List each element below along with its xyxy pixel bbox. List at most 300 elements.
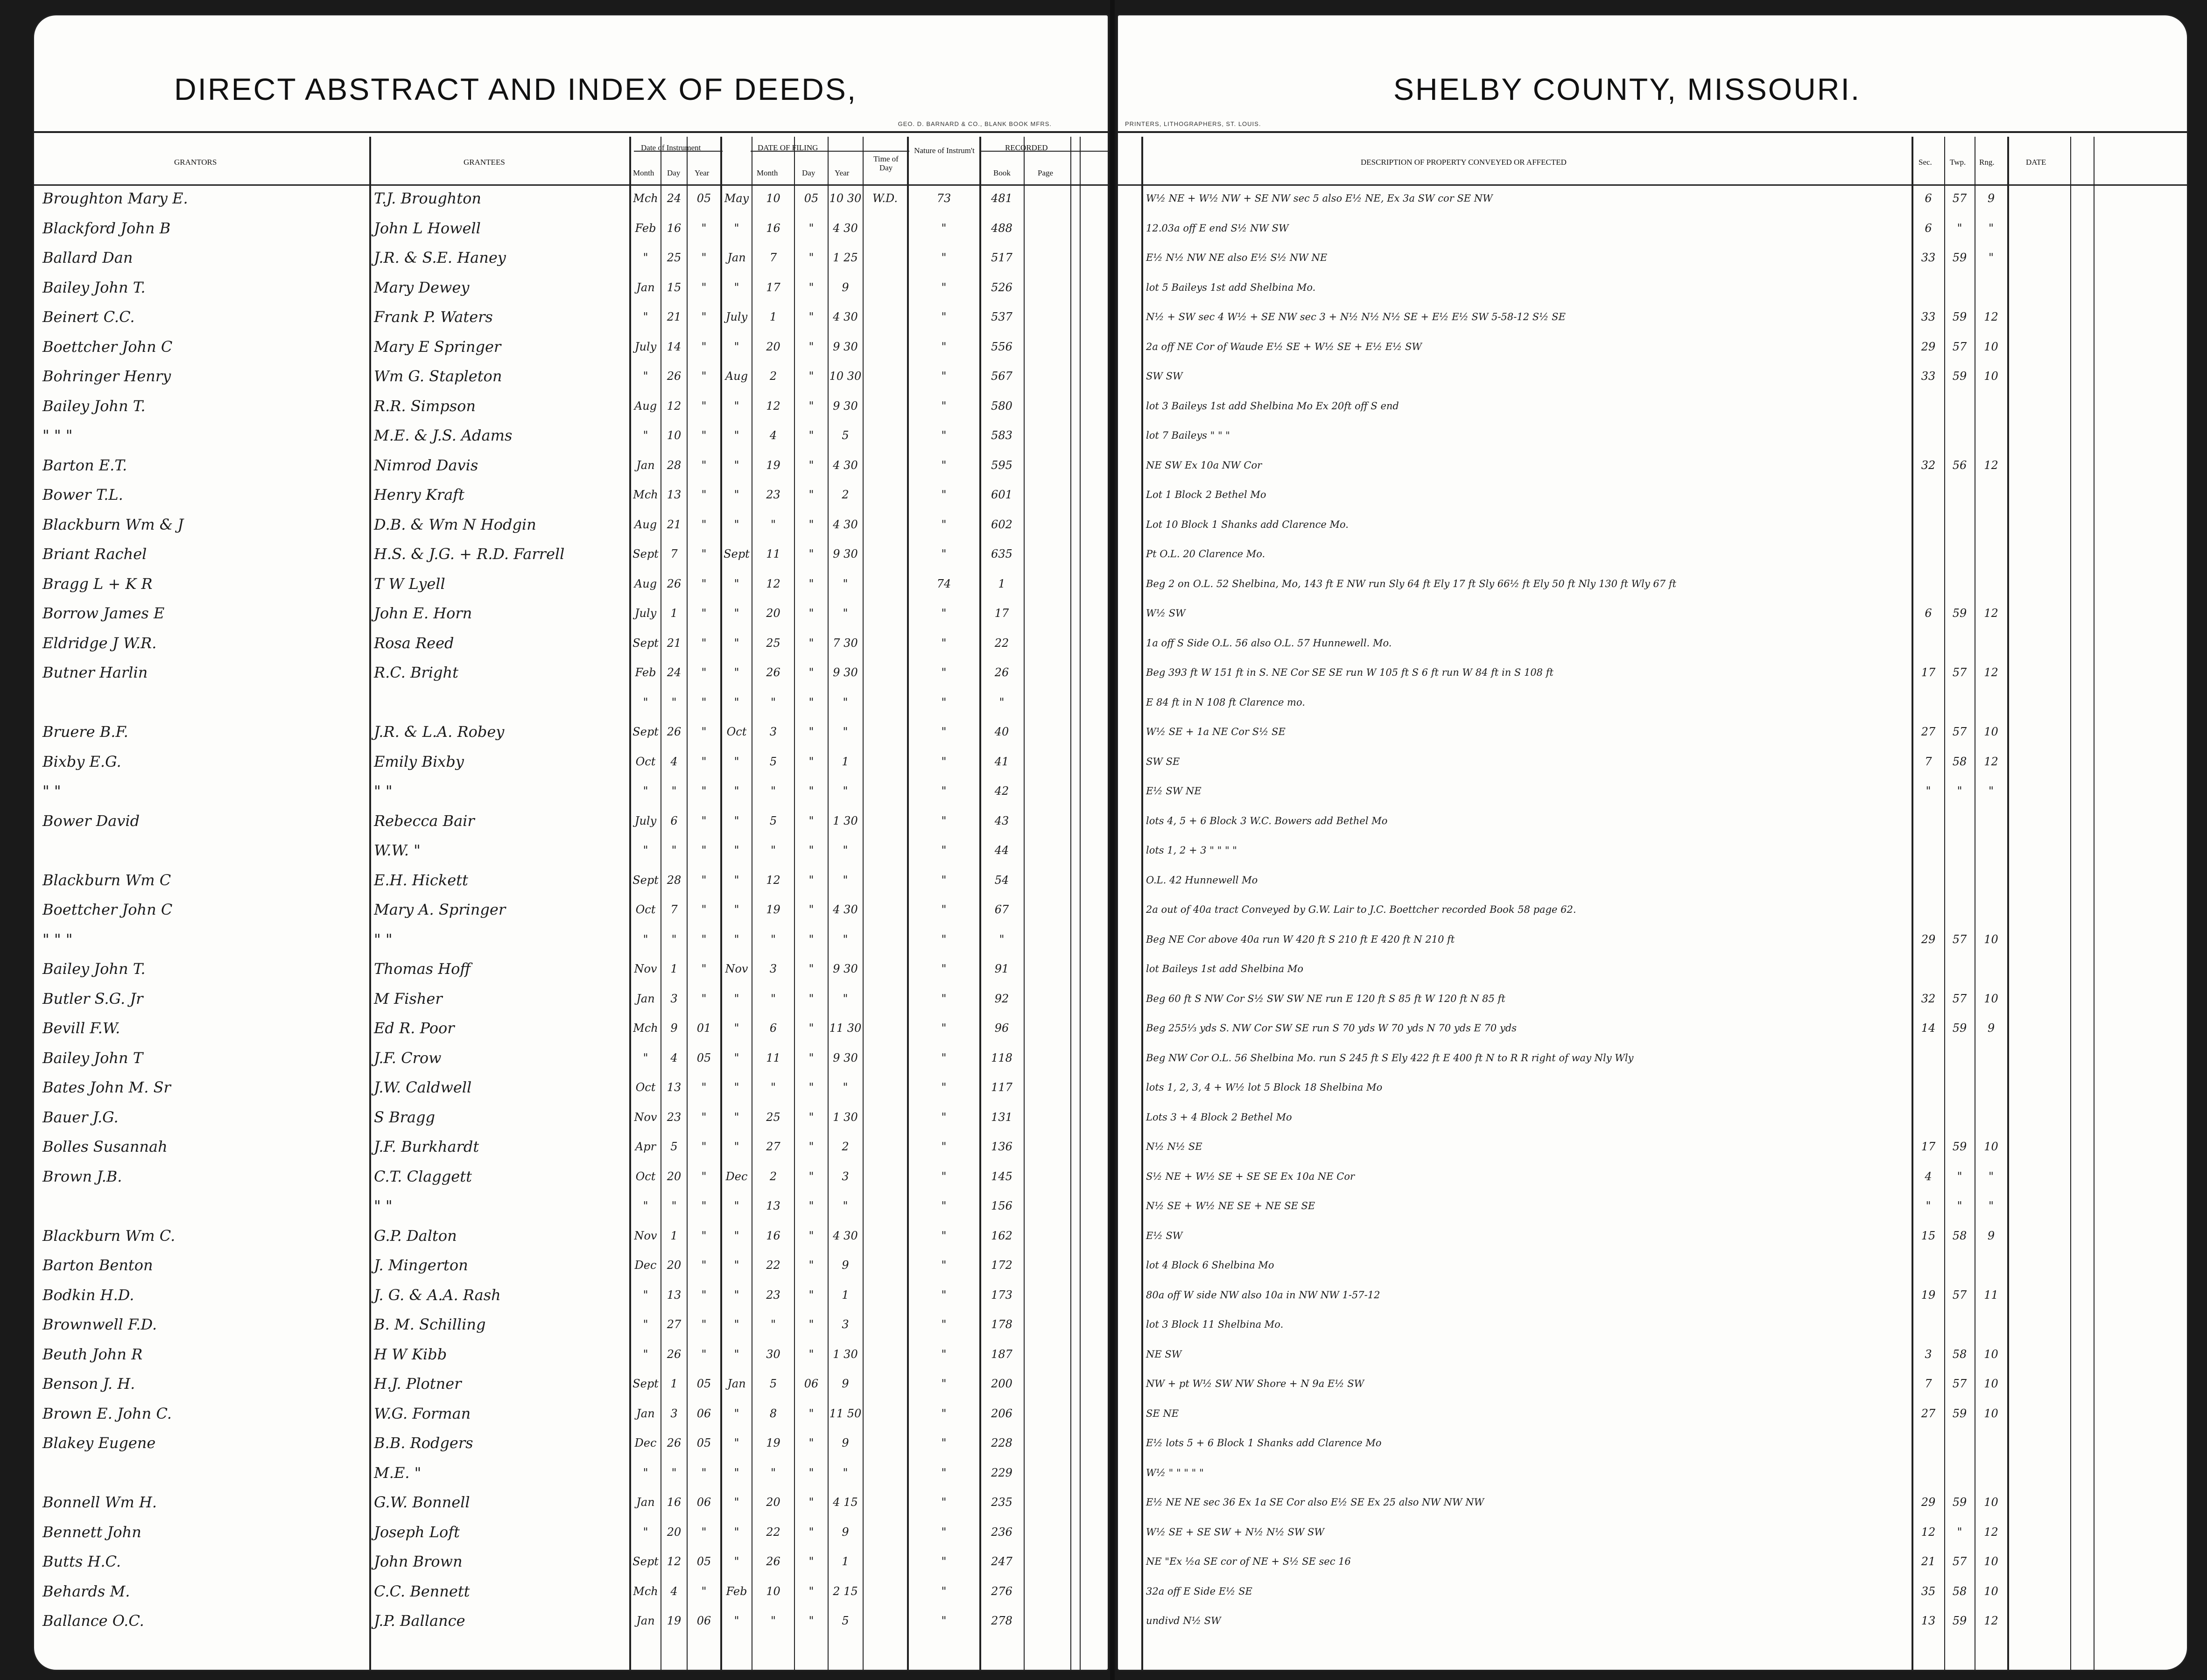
cell-fy: " bbox=[808, 755, 814, 768]
cell-twp bbox=[1946, 1463, 1974, 1483]
cell-nature bbox=[864, 1611, 906, 1631]
cell-grantee: H.J. Plotner bbox=[374, 1375, 462, 1393]
cell-sec: 7 bbox=[1925, 1377, 1932, 1390]
cell-fm: May bbox=[724, 192, 749, 205]
cell-sec: 33 bbox=[1921, 251, 1936, 264]
cell-desc: W½ SE + 1a NE Cor S½ SE bbox=[1146, 726, 1286, 737]
cell-book: " bbox=[941, 1022, 947, 1035]
ledger-row bbox=[34, 782, 1108, 801]
cell-book: " bbox=[941, 992, 947, 1005]
cell-grantor: Beinert C.C. bbox=[42, 308, 135, 326]
cell-twp: 59 bbox=[1952, 1140, 1967, 1153]
ledger-row bbox=[1118, 485, 2187, 504]
cell-im: Sept bbox=[633, 1377, 659, 1390]
cell-iy: " bbox=[701, 932, 707, 946]
cell-iy: 06 bbox=[696, 1407, 711, 1420]
cell-grantee: Henry Kraft bbox=[374, 486, 464, 504]
cell-id: " bbox=[671, 784, 677, 798]
cell-grantee: Nimrod Davis bbox=[374, 456, 478, 474]
cell-desc: E 84 ft in N 108 ft Clarence mo. bbox=[1146, 696, 1305, 708]
cell-ft: 4 30 bbox=[833, 458, 858, 472]
cell-book: " bbox=[941, 310, 947, 323]
cell-fm: " bbox=[734, 399, 739, 413]
ledger-row bbox=[1118, 634, 2187, 653]
cell-iy: " bbox=[701, 1199, 707, 1212]
cell-fy: " bbox=[808, 784, 814, 798]
cell-twp bbox=[1946, 1078, 1974, 1097]
cell-id: " bbox=[671, 1199, 677, 1212]
cell-book: " bbox=[941, 429, 947, 442]
cell-iy: " bbox=[701, 370, 707, 383]
col-filing-day: Day bbox=[802, 168, 815, 177]
cell-grantor: Briant Rachel bbox=[42, 545, 147, 563]
cell-fy: " bbox=[808, 1614, 814, 1627]
cell-book: " bbox=[941, 1110, 947, 1124]
cell-rng bbox=[1976, 1256, 2006, 1275]
cell-grantor: Beuth John R bbox=[42, 1345, 143, 1363]
cell-id: 4 bbox=[670, 1584, 678, 1598]
cell-fd: 16 bbox=[766, 221, 780, 235]
cell-desc: 2a off NE Cor of Waude E½ SE + W½ SE + E½ E½ SW bbox=[1146, 341, 1422, 352]
cell-fd: " bbox=[770, 932, 776, 946]
cell-fd: 20 bbox=[766, 1496, 780, 1509]
cell-page: 488 bbox=[991, 221, 1012, 235]
ledger-row bbox=[34, 308, 1108, 327]
cell-grantee: H W Kibb bbox=[374, 1345, 447, 1363]
cell-twp bbox=[1946, 900, 1974, 919]
cell-im: Nov bbox=[634, 1229, 657, 1242]
cell-fd: 22 bbox=[766, 1525, 780, 1539]
cell-twp: " bbox=[1957, 1199, 1962, 1212]
cell-fy: " bbox=[808, 814, 814, 827]
ledger-row bbox=[34, 634, 1108, 653]
cell-iy: " bbox=[701, 280, 707, 294]
column-header-rule bbox=[34, 184, 1108, 186]
cell-nature bbox=[864, 752, 906, 771]
cell-page: 96 bbox=[994, 1022, 1009, 1035]
cell-fm: " bbox=[734, 636, 739, 650]
cell-ft: 9 bbox=[842, 280, 849, 294]
ledger-row bbox=[34, 722, 1108, 742]
cell-nature bbox=[864, 1493, 906, 1512]
cell-grantor bbox=[42, 1197, 365, 1216]
ledger-row bbox=[34, 1226, 1108, 1246]
cell-sec: 6 bbox=[1925, 192, 1932, 205]
cell-page: 42 bbox=[994, 784, 1009, 798]
ledger-row bbox=[1118, 1463, 2187, 1483]
cell-grantee: M.E. " bbox=[374, 1463, 422, 1482]
cell-grantor: Ballance O.C. bbox=[42, 1612, 144, 1630]
cell-rng bbox=[1976, 278, 2006, 297]
cell-sec: 29 bbox=[1921, 932, 1936, 946]
cell-iy: " bbox=[701, 1318, 707, 1331]
ledger-row bbox=[34, 545, 1108, 564]
cell-im: Oct bbox=[635, 1169, 656, 1183]
cell-im: " bbox=[643, 784, 648, 798]
col-date-instrument: Date of Instrument bbox=[641, 143, 701, 152]
col-time-of-day: Time of Day bbox=[873, 154, 899, 172]
cell-book: " bbox=[941, 695, 947, 709]
cell-nature bbox=[864, 1049, 906, 1068]
cell-id: 20 bbox=[667, 1169, 682, 1183]
cell-sec: 17 bbox=[1921, 666, 1936, 679]
ledger-row bbox=[1118, 1019, 2187, 1038]
cell-fm: " bbox=[734, 340, 739, 353]
cell-grantor: Behards M. bbox=[42, 1582, 130, 1600]
cell-im: July bbox=[634, 814, 657, 827]
cell-rng bbox=[1976, 841, 2006, 860]
cell-fy: 06 bbox=[804, 1377, 819, 1390]
cell-fm: " bbox=[734, 221, 739, 235]
cell-rng: 9 bbox=[1987, 1229, 1995, 1242]
cell-page: 43 bbox=[994, 814, 1009, 827]
ledger-row bbox=[34, 1286, 1108, 1305]
cell-desc: W½ SE + SE SW + N½ N½ SW SW bbox=[1146, 1526, 1325, 1538]
cell-fm: " bbox=[734, 429, 739, 442]
cell-sec bbox=[1913, 1078, 1944, 1097]
cell-rng: 12 bbox=[1984, 755, 1998, 768]
cell-ft: 1 bbox=[842, 1288, 849, 1302]
cell-ft: 11 50 bbox=[829, 1407, 862, 1420]
cell-book: " bbox=[941, 340, 947, 353]
cell-iy: " bbox=[701, 607, 707, 620]
ledger-row bbox=[34, 752, 1108, 771]
cell-fd: 7 bbox=[769, 251, 777, 264]
cell-id: 13 bbox=[667, 1288, 682, 1302]
cell-desc: Beg 60 ft S NW Cor S½ SW SW NE run E 120 ft S 85 ft W 120 ft N 85 ft bbox=[1146, 993, 1505, 1004]
cell-id: 1 bbox=[670, 1229, 678, 1242]
ledger-row bbox=[34, 663, 1108, 682]
ledger-row bbox=[1118, 308, 2187, 327]
cell-fm: " bbox=[734, 784, 739, 798]
cell-fy: " bbox=[808, 488, 814, 501]
cell-fy: " bbox=[808, 547, 814, 560]
cell-page: 44 bbox=[994, 844, 1009, 857]
cell-rng bbox=[1976, 959, 2006, 979]
ledger-row bbox=[1118, 930, 2187, 949]
ledger-row bbox=[1118, 722, 2187, 742]
ledger-row bbox=[34, 930, 1108, 949]
cell-im: Aug bbox=[634, 518, 657, 531]
cell-fd: 3 bbox=[769, 725, 777, 738]
cell-fd: 26 bbox=[766, 666, 780, 679]
cell-fy: " bbox=[808, 844, 814, 857]
cell-fm: " bbox=[734, 1614, 739, 1627]
cell-grantee: Ed R. Poor bbox=[374, 1019, 455, 1037]
cell-fy: " bbox=[808, 370, 814, 383]
col-recorded: RECORDED bbox=[1005, 143, 1048, 152]
cell-im: Oct bbox=[635, 1081, 656, 1094]
cell-fy: " bbox=[808, 1525, 814, 1539]
cell-desc: W½ " " " " " bbox=[1146, 1467, 1204, 1478]
cell-sec bbox=[1913, 812, 1944, 831]
cell-twp: 57 bbox=[1952, 666, 1967, 679]
cell-fm: " bbox=[734, 695, 739, 709]
cell-book: 74 bbox=[936, 577, 951, 590]
cell-im: Mch bbox=[633, 192, 658, 205]
cell-sec bbox=[1913, 574, 1944, 594]
cell-fm: Dec bbox=[725, 1169, 748, 1183]
cell-fm: " bbox=[734, 1288, 739, 1302]
cell-grantee: E.H. Hickett bbox=[374, 871, 468, 889]
cell-book: " bbox=[941, 1288, 947, 1302]
cell-twp: 57 bbox=[1952, 992, 1967, 1005]
cell-grantor: Butner Harlin bbox=[42, 664, 148, 681]
cell-rng bbox=[1976, 1049, 2006, 1068]
cell-rng: 10 bbox=[1984, 370, 1998, 383]
cell-id: 26 bbox=[667, 1436, 682, 1449]
cell-page: 136 bbox=[991, 1140, 1012, 1153]
cell-id: 14 bbox=[667, 340, 682, 353]
cell-im: " bbox=[643, 310, 648, 323]
cell-desc: Beg 255⅓ yds S. NW Cor SW SE run S 70 yds W 70 yds N 70 yds E 70 yds bbox=[1146, 1022, 1517, 1034]
ledger-row bbox=[34, 812, 1108, 831]
ledger-row bbox=[34, 1315, 1108, 1334]
cell-fd: 27 bbox=[766, 1140, 780, 1153]
cell-desc: S½ NE + W½ SE + SE SE Ex 10a NE Cor bbox=[1146, 1170, 1355, 1182]
cell-im: " bbox=[643, 1199, 648, 1212]
cell-fd: 17 bbox=[766, 280, 780, 294]
cell-fy: " bbox=[808, 666, 814, 679]
cell-iy: " bbox=[701, 755, 707, 768]
cell-ft: 4 30 bbox=[833, 1229, 858, 1242]
ledger-row bbox=[34, 1167, 1108, 1186]
cell-id: 1 bbox=[670, 962, 678, 975]
cell-im: Aug bbox=[634, 399, 657, 413]
cell-ft: " bbox=[843, 695, 848, 709]
cell-ft: 1 30 bbox=[833, 814, 858, 827]
cell-grantor: Boettcher John C bbox=[42, 901, 173, 918]
cell-ft: 11 30 bbox=[829, 1022, 862, 1035]
cell-sec bbox=[1913, 1315, 1944, 1334]
cell-iy: " bbox=[701, 458, 707, 472]
col-filing-year: Year bbox=[835, 168, 850, 177]
cell-rng: " bbox=[1988, 1169, 1994, 1183]
cell-ft: 9 bbox=[842, 1436, 849, 1449]
cell-desc: 2a out of 40a tract Conveyed by G.W. Lair to J.C. Boettcher recorded Book 58 page 62. bbox=[1146, 904, 1576, 915]
cell-desc: E½ lots 5 + 6 Block 1 Shanks add Clarence Mo bbox=[1146, 1437, 1382, 1449]
cell-grantee: C.C. Bennett bbox=[374, 1582, 470, 1600]
cell-sec: " bbox=[1926, 784, 1931, 798]
cell-fy: " bbox=[808, 1288, 814, 1302]
cell-fm: " bbox=[734, 1110, 739, 1124]
cell-iy: 05 bbox=[696, 1051, 711, 1064]
cell-sec: 4 bbox=[1925, 1169, 1932, 1183]
ledger-row bbox=[34, 337, 1108, 357]
cell-ft: 4 15 bbox=[833, 1496, 858, 1509]
cell-rng bbox=[1976, 545, 2006, 564]
cell-fd: 23 bbox=[766, 488, 780, 501]
ledger-row bbox=[34, 219, 1108, 238]
cell-twp: 58 bbox=[1952, 1229, 1967, 1242]
cell-nature bbox=[864, 634, 906, 653]
cell-grantor: Brown E. John C. bbox=[42, 1404, 172, 1422]
cell-grantee: J. G. & A.A. Rash bbox=[374, 1286, 501, 1304]
cell-nature bbox=[864, 782, 906, 801]
cell-fy: " bbox=[808, 1496, 814, 1509]
cell-iy: " bbox=[701, 340, 707, 353]
header-rule bbox=[1118, 131, 2187, 133]
cell-fy: " bbox=[808, 1259, 814, 1272]
cell-rng: " bbox=[1988, 251, 1994, 264]
cell-desc: lots 1, 2 + 3 " " " " bbox=[1146, 845, 1237, 856]
cell-book: " bbox=[941, 844, 947, 857]
cell-twp bbox=[1946, 959, 1974, 979]
col-date: DATE bbox=[2026, 158, 2046, 167]
cell-page: 187 bbox=[991, 1347, 1012, 1361]
cell-twp bbox=[1946, 485, 1974, 504]
cell-iy: " bbox=[701, 1584, 707, 1598]
right-page-title: SHELBY COUNTY, MISSOURI. bbox=[1393, 72, 1861, 106]
cell-id: 26 bbox=[667, 1347, 682, 1361]
ledger-row bbox=[34, 1345, 1108, 1364]
cell-iy: " bbox=[701, 221, 707, 235]
cell-grantor: " " bbox=[42, 782, 61, 800]
cell-ft: 9 30 bbox=[833, 1051, 858, 1064]
cell-ft: 2 bbox=[842, 488, 849, 501]
cell-iy: " bbox=[701, 1169, 707, 1183]
cell-iy: " bbox=[701, 1140, 707, 1153]
cell-page: 278 bbox=[991, 1614, 1012, 1627]
cell-sec: 29 bbox=[1921, 1496, 1936, 1509]
cell-desc: lot 5 Baileys 1st add Shelbina Mo. bbox=[1146, 281, 1316, 293]
cell-twp bbox=[1946, 1315, 1974, 1334]
cell-twp: " bbox=[1957, 221, 1962, 235]
cell-grantor: Blackburn Wm & J bbox=[42, 515, 184, 533]
cell-im: Jan bbox=[636, 1407, 655, 1420]
cell-page: 537 bbox=[991, 310, 1012, 323]
col-day: Day bbox=[667, 168, 681, 177]
cell-im: " bbox=[643, 695, 648, 709]
cell-id: 26 bbox=[667, 370, 682, 383]
cell-desc: lots 4, 5 + 6 Block 3 W.C. Bowers add Bethel Mo bbox=[1146, 815, 1388, 826]
cell-nature bbox=[864, 485, 906, 504]
cell-twp: " bbox=[1957, 1525, 1962, 1539]
cell-fy: " bbox=[808, 873, 814, 887]
cell-grantor: " " " bbox=[42, 930, 73, 948]
cell-book: " bbox=[941, 903, 947, 916]
cell-im: Jan bbox=[636, 1614, 655, 1627]
cell-nature bbox=[864, 663, 906, 682]
cell-fm: " bbox=[734, 992, 739, 1005]
cell-ft: 5 bbox=[842, 429, 849, 442]
cell-fd: 4 bbox=[769, 429, 777, 442]
cell-id: 16 bbox=[667, 221, 682, 235]
cell-id: 20 bbox=[667, 1259, 682, 1272]
cell-iy: 06 bbox=[696, 1496, 711, 1509]
cell-twp: 57 bbox=[1952, 725, 1967, 738]
cell-grantee: W.G. Forman bbox=[374, 1404, 471, 1422]
cell-ft: 9 30 bbox=[833, 340, 858, 353]
cell-desc: lot 4 Block 6 Shelbina Mo bbox=[1146, 1260, 1274, 1271]
cell-page: 526 bbox=[991, 280, 1012, 294]
cell-grantor: Bolles Susannah bbox=[42, 1138, 168, 1155]
header-rule bbox=[34, 131, 1108, 133]
cell-fm: " bbox=[734, 458, 739, 472]
cell-fd: 26 bbox=[766, 1555, 780, 1568]
cell-grantee: Mary E Springer bbox=[374, 337, 501, 356]
col-year: Year bbox=[695, 168, 710, 177]
ledger-row bbox=[1118, 1197, 2187, 1216]
cell-fm: " bbox=[734, 1259, 739, 1272]
cell-rng: 9 bbox=[1987, 192, 1995, 205]
ledger-row bbox=[1118, 1523, 2187, 1542]
cell-grantor: Barton Benton bbox=[42, 1256, 153, 1274]
cell-twp bbox=[1946, 397, 1974, 416]
cell-im: Oct bbox=[635, 755, 656, 768]
cell-page: " bbox=[999, 695, 1005, 709]
cell-im: Nov bbox=[634, 1110, 657, 1124]
cell-iy: " bbox=[701, 1081, 707, 1094]
cell-id: 26 bbox=[667, 725, 682, 738]
cell-fm: July bbox=[725, 310, 748, 323]
cell-fd: 20 bbox=[766, 340, 780, 353]
cell-page: 200 bbox=[991, 1377, 1012, 1390]
cell-fm: Nov bbox=[725, 962, 748, 975]
cell-nature bbox=[864, 1552, 906, 1571]
cell-iy: " bbox=[701, 725, 707, 738]
cell-nature bbox=[864, 426, 906, 445]
cell-twp: 59 bbox=[1952, 607, 1967, 620]
ledger-row bbox=[34, 900, 1108, 919]
cell-rng: 10 bbox=[1984, 1140, 1998, 1153]
cell-desc: E½ SW bbox=[1146, 1230, 1183, 1241]
cell-ft: 4 30 bbox=[833, 221, 858, 235]
cell-book: " bbox=[941, 725, 947, 738]
cell-book: " bbox=[941, 1555, 947, 1568]
cell-grantee: D.B. & Wm N Hodgin bbox=[374, 515, 536, 533]
cell-desc: Beg 393 ft W 151 ft in S. NE Cor SE SE run W 105 ft S 6 ft run W 84 ft in S 108 ft bbox=[1146, 667, 1553, 678]
ledger-row bbox=[1118, 545, 2187, 564]
ledger-row bbox=[1118, 693, 2187, 712]
cell-ft: 1 30 bbox=[833, 1110, 858, 1124]
cell-fm: " bbox=[734, 903, 739, 916]
cell-fy: 05 bbox=[804, 192, 819, 205]
cell-sec bbox=[1913, 871, 1944, 890]
cell-fm: " bbox=[734, 1022, 739, 1035]
cell-iy: " bbox=[701, 1110, 707, 1124]
cell-desc: E½ NE NE sec 36 Ex 1a SE Cor also E½ SE Ex 25 also NW NW NW bbox=[1146, 1497, 1484, 1508]
cell-book: " bbox=[941, 1466, 947, 1479]
cell-id: " bbox=[671, 695, 677, 709]
cell-book: " bbox=[941, 1584, 947, 1598]
cell-nature bbox=[864, 1286, 906, 1305]
cell-grantor: Bevill F.W. bbox=[42, 1019, 120, 1037]
cell-desc: N½ N½ SE bbox=[1146, 1141, 1202, 1152]
cell-grantee bbox=[374, 693, 626, 712]
cell-desc: W½ SW bbox=[1146, 608, 1186, 619]
ledger-row bbox=[34, 1256, 1108, 1275]
cell-id: 19 bbox=[667, 1614, 682, 1627]
cell-fd: 3 bbox=[769, 962, 777, 975]
ledger-row bbox=[1118, 1286, 2187, 1305]
cell-book: " bbox=[941, 1347, 947, 1361]
cell-ft: 9 30 bbox=[833, 666, 858, 679]
ledger-row bbox=[34, 1523, 1108, 1542]
cell-grantor: Bower T.L. bbox=[42, 486, 123, 504]
cell-grantee: J.P. Ballance bbox=[374, 1612, 465, 1630]
cell-iy: " bbox=[701, 695, 707, 709]
cell-rng: 10 bbox=[1984, 1377, 1998, 1390]
cell-fy: " bbox=[808, 1169, 814, 1183]
cell-fm: " bbox=[734, 1051, 739, 1064]
cell-twp: 58 bbox=[1952, 1347, 1967, 1361]
cell-im: Apr bbox=[635, 1140, 656, 1153]
cell-book: " bbox=[941, 1318, 947, 1331]
cell-sec bbox=[1913, 515, 1944, 534]
cell-fm: " bbox=[734, 755, 739, 768]
cell-twp: 58 bbox=[1952, 1584, 1967, 1598]
